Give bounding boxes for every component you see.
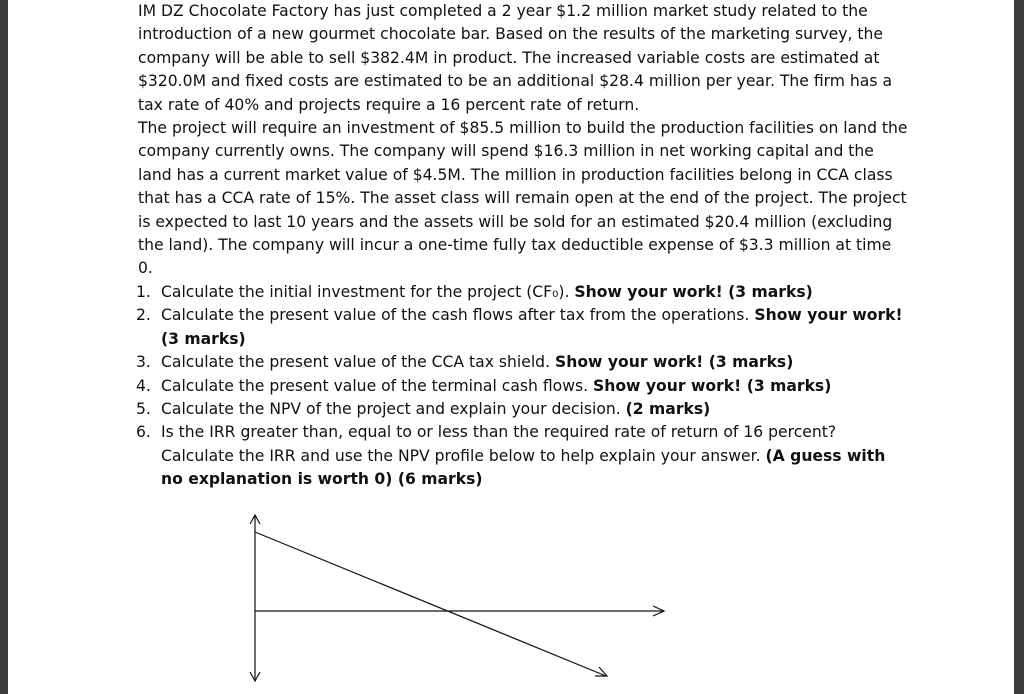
question-number: 5. [136, 399, 151, 418]
question-text: Calculate the NPV of the project and explain your decision. [161, 399, 626, 418]
npv-profile-graph [8, 0, 1014, 694]
question-marks: Show your work! (3 marks) [161, 306, 903, 348]
question-number: 2. [136, 306, 151, 325]
npv-line [255, 532, 606, 676]
question-marks: Show your work! (3 marks) [574, 282, 813, 301]
question-marks: Show your work! (3 marks) [555, 353, 794, 372]
question-number: 6. [136, 423, 151, 442]
npv-line-arrow [595, 667, 607, 676]
paragraph-intro: IM DZ Chocolate Factory has just completed a 2 year $1.2 million market study related to the introduction of a new gourmet chocolate bar. Based on the results of the marketing survey, the company will be able to sell $382.4M in product. The increased variable costs are estimated at $320.0M and fixed costs are estimated to be an additional $28.4 million per year. The firm has a tax rate of 40% and projects require a 16 percent rate of return. [138, 2, 892, 114]
question-number: 3. [136, 353, 151, 372]
question-number: 1. [136, 282, 151, 301]
question-marks: (A guess with no explanation is worth 0) (6 marks) [161, 446, 886, 489]
question-text: Calculate the present value of the cash flows after tax from the operations. [161, 306, 755, 325]
question-marks: Show your work! (3 marks) [593, 376, 832, 395]
question-text: Calculate the initial investment for the project (CF₀). [161, 282, 575, 301]
question-text: Calculate the present value of the CCA tax shield. [161, 353, 555, 372]
question-text: Calculate the present value of the terminal cash flows. [161, 376, 593, 395]
question-text: Is the IRR greater than, equal to or less than the required rate of return of 16 percent? Calculate the IRR and use the NPV profile below to help explain your answer. [161, 423, 837, 465]
question-number: 4. [136, 376, 151, 395]
paragraph-project: The project will require an investment of $85.5 million to build the production facilities on land the company currently owns. The company will spend $16.3 million in net working capital and the land has a current market value of $4.5M. The million in production facilities belong in CCA class that has a CCA rate of 15%. The asset class will remain open at the end of the project. The project is expected to last 10 years and the assets will be sold for an estimated $20.4 million (excluding the land). The company will incur a one-time fully tax deductible expense of $3.3 million at time 0. [138, 119, 908, 278]
document-page [8, 0, 1014, 694]
question-marks: (2 marks) [625, 399, 711, 418]
